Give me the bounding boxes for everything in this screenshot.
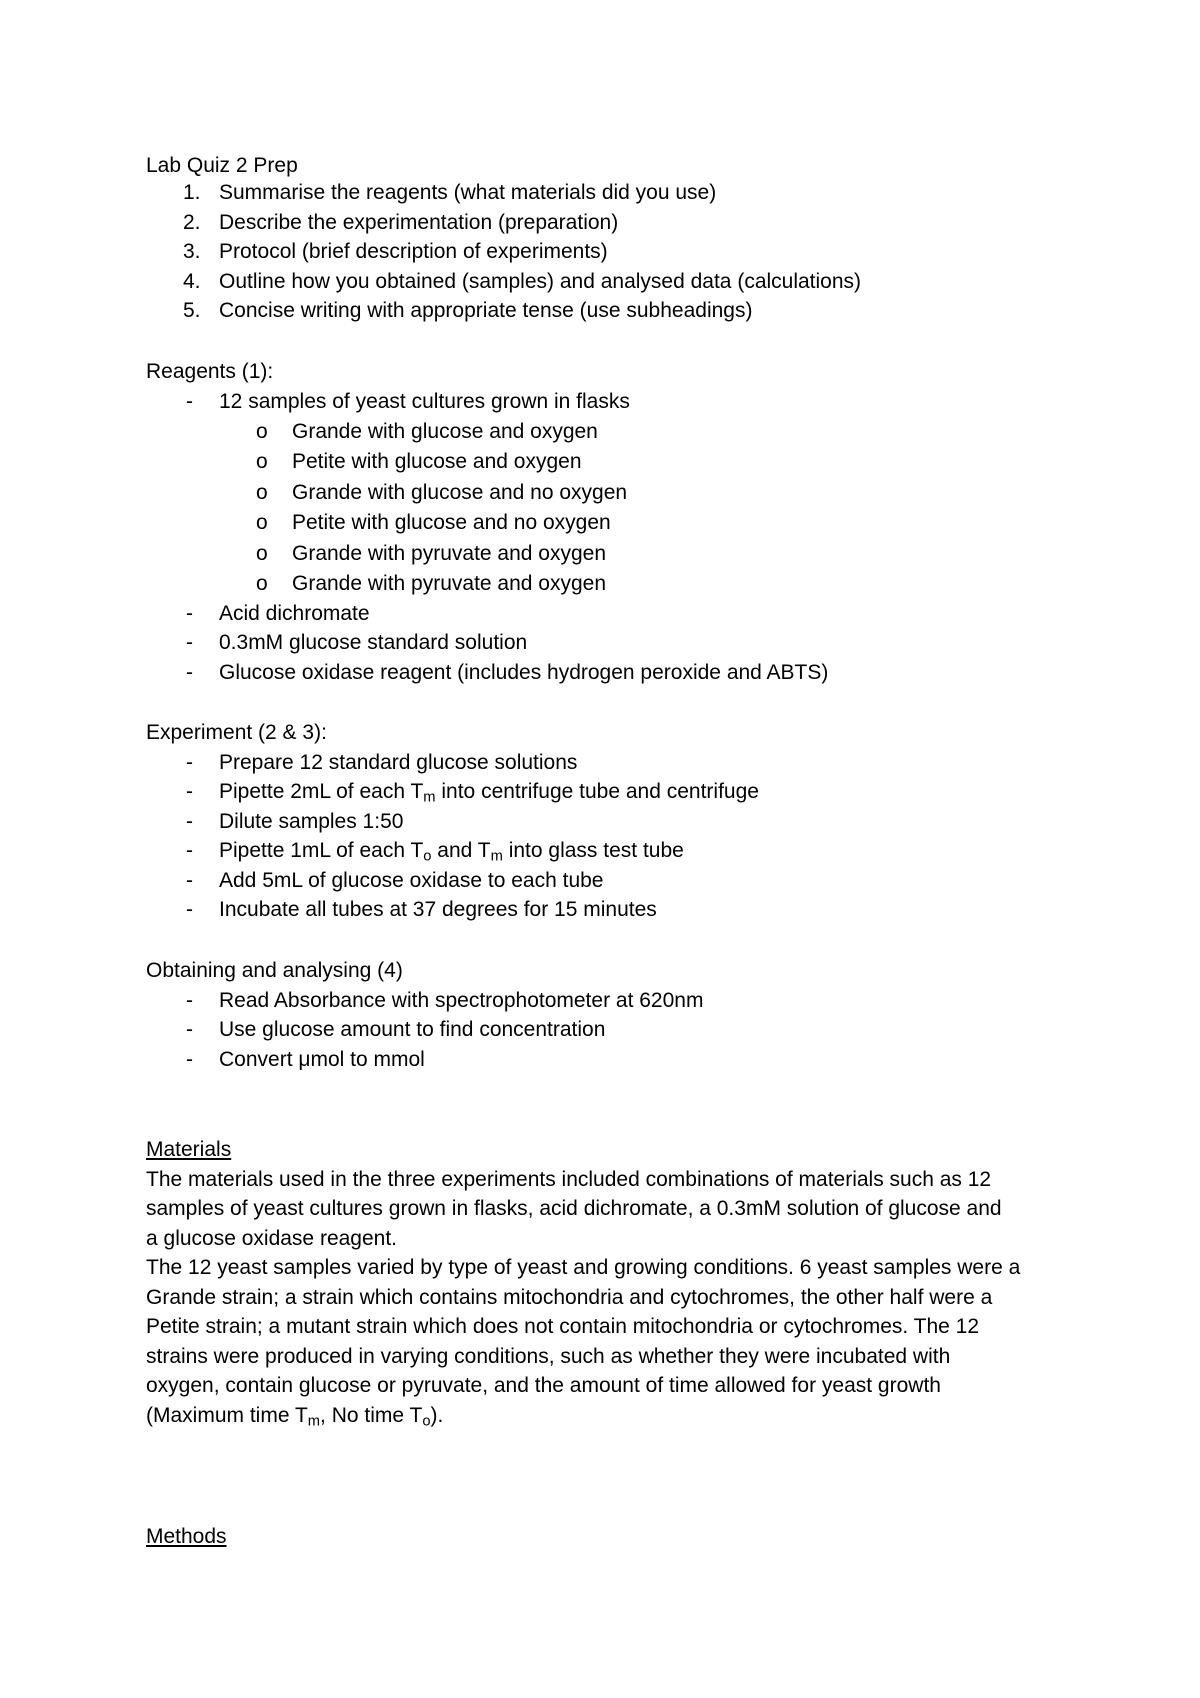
reagent-sub-item: Petite with glucose and no oxygen (292, 511, 611, 534)
experiment-heading: Experiment (2 & 3): (146, 721, 327, 744)
experiment-item-2: Pipette 2mL of each $T_m$ into centrifuge tube and centrifuge (219, 780, 759, 806)
materials-paragraph-line: Grande strain; a strain which contains mitochondria and cytochromes, the other half were a (146, 1286, 993, 1309)
materials-paragraph-line: Petite strain; a mutant strain which does not contain mitochondria or cytochromes. The 12 (146, 1315, 980, 1338)
prep-num-1: 1. (183, 181, 201, 204)
reagent-sub-item: Grande with glucose and oxygen (292, 420, 598, 443)
prep-num-5: 5. (183, 299, 201, 322)
prep-num-3: 3. (183, 240, 201, 263)
prep-item-2: Describe the experimentation (preparation) (219, 211, 619, 234)
reagent-sub-item: Petite with glucose and oxygen (292, 450, 582, 473)
obtaining-item: Read Absorbance with spectrophotometer at 620nm (219, 989, 704, 1012)
dash-bullet: - (186, 1018, 193, 1041)
dash-bullet: - (186, 869, 193, 892)
dash-bullet: - (186, 989, 193, 1012)
obtaining-heading: Obtaining and analysing (4) (146, 959, 403, 982)
dash-bullet: - (186, 631, 193, 654)
obtaining-item: Use glucose amount to find concentration (219, 1018, 606, 1041)
dash-bullet: - (186, 839, 193, 862)
reagent-item: Acid dichromate (219, 602, 370, 625)
materials-paragraph-line: The 12 yeast samples varied by type of yeast and growing conditions. 6 yeast samples were a (146, 1256, 1021, 1279)
materials-heading: Materials (146, 1138, 232, 1161)
dash-bullet: - (186, 751, 193, 774)
circle-bullet: o (256, 450, 268, 473)
materials-paragraph-line: samples of yeast cultures grown in flasks, acid dichromate, a 0.3mM solution of glucose and (146, 1197, 1002, 1220)
reagents-heading: Reagents (1): (146, 360, 274, 383)
methods-heading: Methods (146, 1525, 227, 1548)
materials-paragraph-line: a glucose oxidase reagent. (146, 1227, 398, 1250)
reagent-item: Glucose oxidase reagent (includes hydrogen peroxide and ABTS) (219, 661, 829, 684)
experiment-item-3: Dilute samples 1:50 (219, 810, 404, 833)
circle-bullet: o (256, 481, 268, 504)
prep-item-5: Concise writing with appropriate tense (use subheadings) (219, 299, 753, 322)
dash-bullet: - (186, 1048, 193, 1071)
experiment-item-6: Incubate all tubes at 37 degrees for 15 minutes (219, 898, 657, 921)
materials-paragraph-line: (Maximum time $T_m$, No time $T_o$). (146, 1404, 444, 1430)
dash-bullet: - (186, 810, 193, 833)
dash-bullet: - (186, 602, 193, 625)
experiment-item-4: Pipette 1mL of each $T_o$ and $T_m$ into glass test tube (219, 839, 684, 865)
dash-bullet: - (186, 390, 193, 413)
obtaining-item: Convert μmol to mmol (219, 1048, 425, 1071)
prep-item-1: Summarise the reagents (what materials did you use) (219, 181, 717, 204)
circle-bullet: o (256, 542, 268, 565)
prep-num-2: 2. (183, 211, 201, 234)
materials-paragraph-line: strains were produced in varying conditions, such as whether they were incubated with (146, 1345, 951, 1368)
dash-bullet: - (186, 661, 193, 684)
document-title: Lab Quiz 2 Prep (146, 154, 298, 177)
circle-bullet: o (256, 572, 268, 595)
circle-bullet: o (256, 511, 268, 534)
prep-item-4: Outline how you obtained (samples) and analysed data (calculations) (219, 270, 862, 293)
circle-bullet: o (256, 420, 268, 443)
reagent-item: 12 samples of yeast cultures grown in flasks (219, 390, 630, 413)
materials-paragraph-line: The materials used in the three experiments included combinations of materials such as 12 (146, 1168, 992, 1191)
dash-bullet: - (186, 898, 193, 921)
experiment-item-5: Add 5mL of glucose oxidase to each tube (219, 869, 604, 892)
prep-num-4: 4. (183, 270, 201, 293)
materials-paragraph-line: oxygen, contain glucose or pyruvate, and the amount of time allowed for yeast growth (146, 1374, 941, 1397)
reagent-sub-item: Grande with pyruvate and oxygen (292, 542, 607, 565)
reagent-sub-item: Grande with glucose and no oxygen (292, 481, 628, 504)
dash-bullet: - (186, 780, 193, 803)
reagent-sub-item: Grande with pyruvate and oxygen (292, 572, 607, 595)
prep-item-3: Protocol (brief description of experiments) (219, 240, 608, 263)
experiment-item-1: Prepare 12 standard glucose solutions (219, 751, 578, 774)
reagent-item: 0.3mM glucose standard solution (219, 631, 528, 654)
